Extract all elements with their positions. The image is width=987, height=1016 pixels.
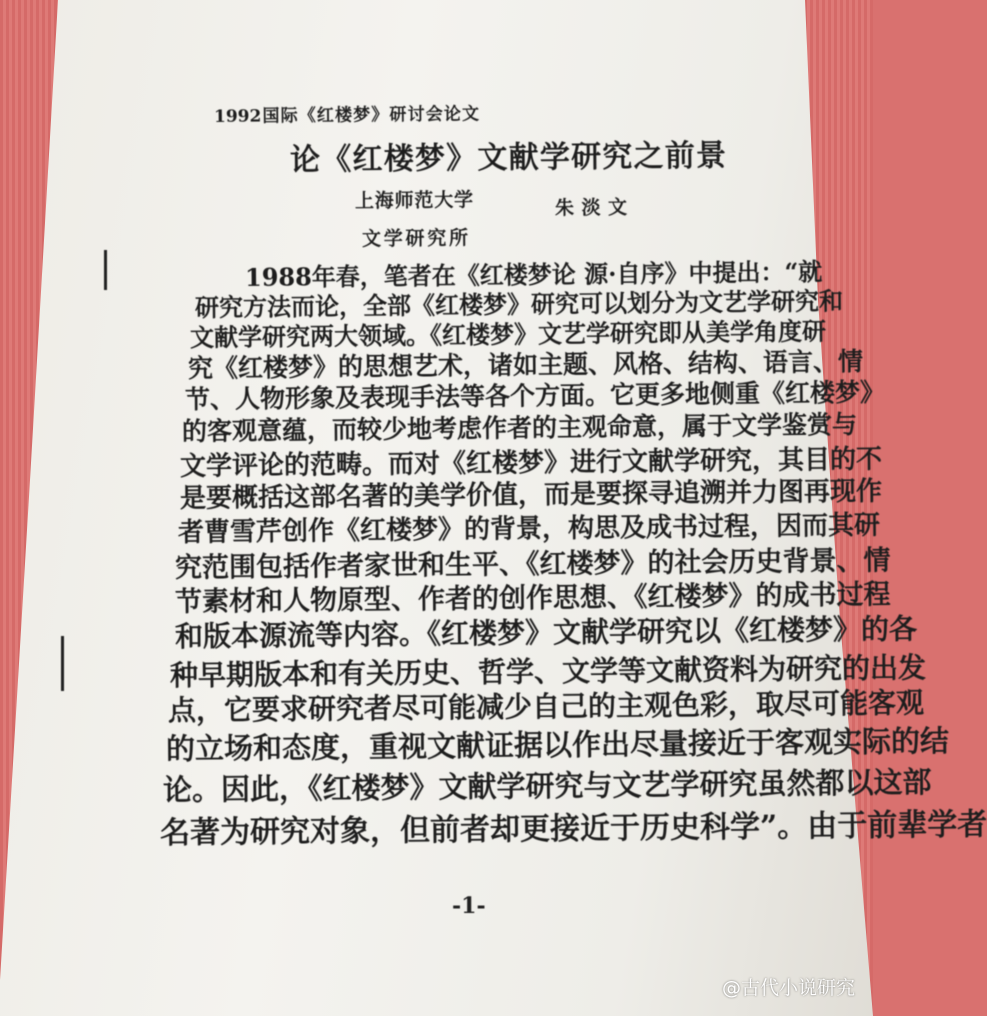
- page-number: -1-: [452, 893, 486, 919]
- watermark-text: @古代小说研究: [721, 977, 855, 999]
- document-title: 论《红楼梦》文献学研究之前景: [289, 138, 727, 178]
- margin-mark: [104, 250, 107, 290]
- body-line: 的立场和态度，重视文献证据以作出尽量接近于客观实际的结: [165, 723, 950, 766]
- body-line: 的客观意蕴，而较少地考虑作者的主观命意，属于文学鉴赏与: [181, 409, 858, 446]
- body-line: 节、人物形象及表现手法等各个方面。它更多地侧重《红楼梦》: [184, 377, 886, 414]
- conference-note: 1992国际《红楼梦》研讨会论文: [213, 104, 480, 127]
- body-line: 研究方法而论，全部《红楼梦》研究可以划分为文艺学研究和: [194, 286, 844, 322]
- body-line: 和版本源流等内容。《红楼梦》文献学研究以《红楼梦》的各: [174, 612, 918, 653]
- affiliation-university: 上海师范大学: [354, 188, 474, 212]
- author-name: 朱淡文: [554, 196, 628, 219]
- body-line: 节素材和人物原型、作者的创作思想、《红楼梦》的成书过程: [174, 579, 891, 618]
- body-line: 点，它要求研究者尽可能减少自己的主观色彩，取尽可能客观: [167, 686, 925, 727]
- body-line: 1988年春，笔者在《红楼梦论 源·自序》中提出：“就: [244, 256, 823, 292]
- body-line: 文学评论的范畴。而对《红楼梦》进行文献学研究，其目的不: [179, 444, 883, 482]
- body-line: 名著为研究对象，但前者却更接近于历史科学”。由于前辈学者: [159, 807, 987, 851]
- body-line: 是要概括这部名著的美学价值，而是要探寻追溯并力图再现作: [179, 476, 883, 514]
- body-line: 种早期版本和有关历史、哲学、文学等文献资料为研究的出发: [169, 651, 927, 692]
- body-line: 者曹雪芹创作《红楼梦》的背景，构思及成书过程，因而其研: [177, 510, 881, 548]
- margin-mark: [61, 636, 64, 691]
- body-line: 论。因此，《红楼梦》文献学研究与文艺学研究虽然都以这部: [162, 764, 932, 807]
- body-line: 文献学研究两大领域。《红楼梦》文艺学研究即从美学角度研: [189, 316, 827, 352]
- watermark: [722, 973, 855, 1000]
- affiliation-institute: 文学研究所: [361, 226, 469, 250]
- body-line: 究《红楼梦》的思想艺术，诸如主题、风格、结构、语言、情: [187, 346, 864, 383]
- body-line: 究范围包括作者家世和生平、《红楼梦》的社会历史背景、情: [174, 545, 891, 584]
